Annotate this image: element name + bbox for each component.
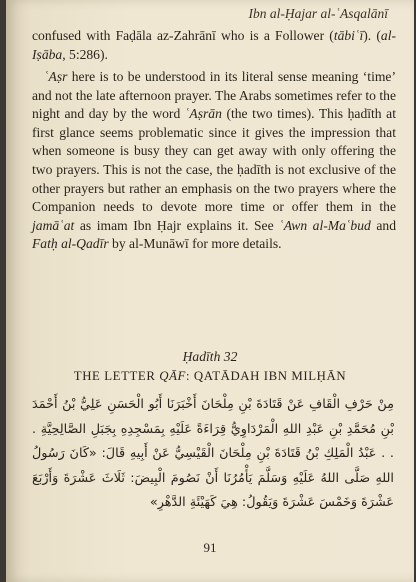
- text-run: (the two times). This ḥadīth at first glance seems problematic since it gives the impression that when someone is busy they can get away with only offering the two prayers. This is not the case, the ḥadīth is not exclusive of the other prayers but rather an emphasis on the two prayers where the Companion needs to devote more time or offer them in the: [32, 106, 396, 215]
- text-run: and: [370, 217, 396, 233]
- italic-term: QĀF: [159, 369, 186, 383]
- section-title: Ḥadīth 32: [182, 349, 238, 364]
- text-run: as imam Ibn Ḥajr explains it. See: [74, 217, 280, 233]
- text-run: THE LETTER: [73, 369, 160, 383]
- italic-term: ʿAṣrān: [184, 106, 222, 122]
- text-run: confused with Faḍāla az-Zahrānī who is a Follower (: [32, 28, 334, 43]
- italic-term: jamāʿat: [32, 217, 75, 233]
- italic-term: tābiʿī: [333, 28, 364, 43]
- paragraph-continuation: [32, 27, 396, 64]
- running-head: Ibn al-Ḥajar al-ʿAsqalānī: [248, 6, 388, 21]
- text-run: , 5:286).: [62, 46, 108, 62]
- text-run: by al-Munāwī for more details.: [108, 236, 282, 252]
- italic-term: ʿAṣr: [44, 69, 68, 84]
- book-page: [6, 0, 414, 582]
- italic-book-title: ʿAwn al-Maʿbud: [279, 217, 371, 233]
- paragraph-commentary: [32, 68, 396, 254]
- italic-citation: al-Iṣāba: [32, 28, 396, 62]
- section-subtitle: [6, 369, 414, 384]
- italic-book-title: Fatḥ al-Qadīr: [32, 236, 109, 252]
- text-run: ). (: [363, 28, 381, 43]
- text-run: here is to be understood in its literal sense meaning ‘time’ and not the late afternoon prayer. The Arabs sometimes refer to the night and day by the word: [32, 69, 396, 122]
- page-number: 91: [203, 540, 217, 555]
- arabic-hadith-text: مِنْ حَرْفِ الْقَافِ عَنْ قَتَادَةَ بْنِ مِلْحَانَ أَخْبَرَنَا أَبُو الْحَسَنِ عَلِيُّ بْنُ أَحْمَدَ بْنِ مُحَمَّدِ بْنِ عَبْدِ اللهِ الْمَرْدَاوِيُّ قِرَاءَةً عَلَيْهِ بِمَسْجِدِهِ بِجَبَلِ الصَّالِحِيَّةِ . . . عَبْدُ الْمَلِكِ بْنُ قَتَادَةَ بْنِ مِلْحَانَ الْقَيْسِيُّ عَنْ أَبِيهِ قَالَ: «كَانَ رَسُولُ اللهِ صَلَّى اللهُ عَلَيْهِ وَسَلَّمَ يَأْمُرُنَا أَنْ نَصُومَ الْبِيضَ: ثَلَاثَ عَشْرَةَ وَأَرْبَعَ عَشْرَةَ وَخَمْسَ عَشْرَةَ وَيَقُولُ: هِيَ كَهَيْئَةِ الدَّهْرِ»: [32, 397, 394, 511]
- text-run: : QATĀDAH IBN MILḤĀN: [185, 369, 347, 383]
